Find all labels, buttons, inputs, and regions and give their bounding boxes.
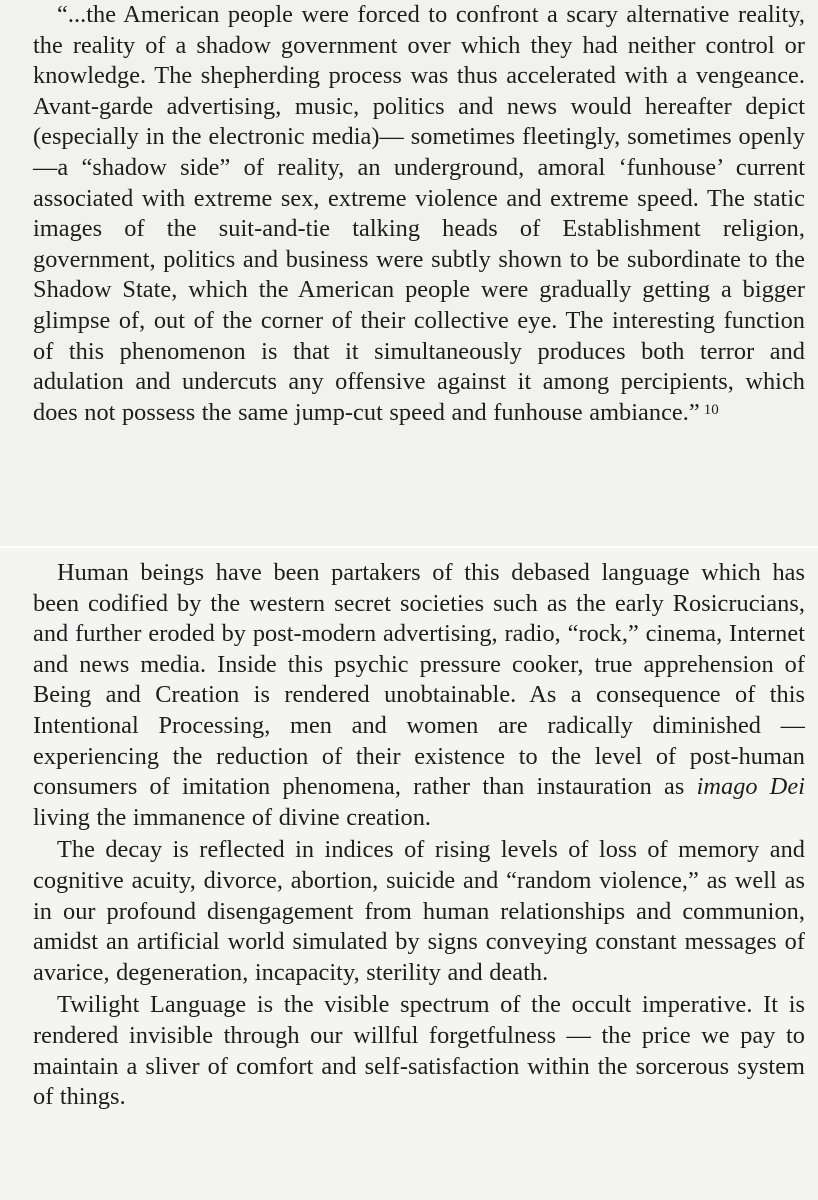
footnote-marker: 10 [703,401,719,418]
block-quote [33,0,805,428]
paragraph-twilight-language: Twilight Language is the visible spectrum of the occult imperative. It is rendered invisible through our willful forgetfulness — the price we pay to maintain a sliver of comfort and self-satisfaction within the sorcerous system of things. [33,991,805,1111]
quote-block [0,0,818,546]
italic-term: imago Dei [696,773,806,801]
quote-text: “...the American people were forced to confront a scary alternative reality, the reality of a shadow government over which they had neither control or knowledge. The shepherding process was thus accelerated with a vengeance. Avant-garde advertising, music, politics and news would hereafter depict (especially in the electronic media)— sometimes fleetingly, sometimes openly—a “shadow side” of reality, an underground, amoral ‘funhouse’ current associated with extreme sex, extreme violence and extreme speed. The static images of the suit-and-tie talking heads of Establishment religion, government, politics and business were subtly shown to be subordinate to the Shadow State, which the American people were gradually getting a bigger glimpse of, out of the corner of their collective eye. The interesting function of this phenomenon is that it simultaneously produces both terror and adulation and undercuts any offensive against it among percipients, which does not possess the same jump-cut speed and funhouse ambiance.” [33,1,805,426]
paragraph-1-text-end: living the immanence of divine creation. [33,803,432,831]
paragraph-decay: The decay is reflected in indices of rising levels of loss of memory and cognitive acuity, divorce, abortion, suicide and “random violence,” as well as in our profound disengagement from human relationships and communion, amidst an artificial world simulated by signs conveying constant messages of avarice, degeneration, incapacity, sterility and death. [33,836,805,986]
body-text [33,558,805,1115]
paragraph-1-text: Human beings have been partakers of this debased language which has been codified by the western secret societies such as the early Rosicrucians, and further eroded by post-modern advertising, radio, “rock,” cinema, Internet and news media. Inside this psychic pressure cooker, true apprehension of Being and Creation is rendered unobtainable. As a consequence of this Intentional Processing, men and women are radically diminished — experiencing the reduction of their existence to the level of post-human consumers of imitation phenomena, rather than instauration as [33,559,805,801]
paragraph-debased-language [33,558,805,833]
